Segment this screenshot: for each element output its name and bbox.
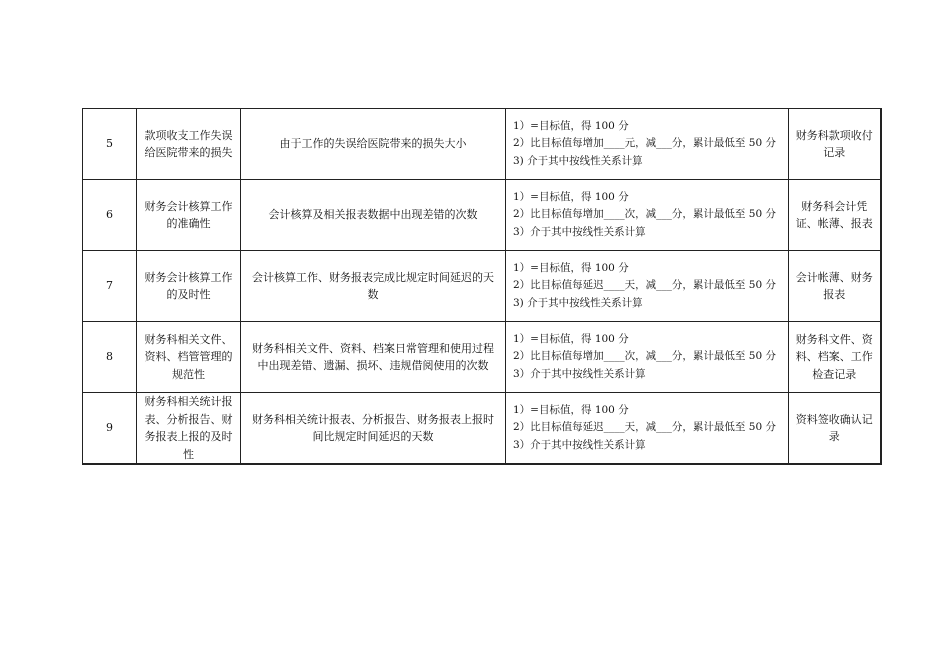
standard-line: 2）比目标值每增加____元，减___分，累计最低至 50 分 bbox=[513, 137, 776, 150]
standard-line: 3）介于其中按线性关系计算 bbox=[513, 367, 646, 380]
standard-line: 2）比目标值每增加____次，减___分，累计最低至 50 分 bbox=[513, 208, 776, 221]
standard-line: 2）比目标值每延迟____天，减___分，累计最低至 50 分 bbox=[513, 279, 776, 292]
row-number: 7 bbox=[83, 251, 137, 322]
indicator-definition: 会计核算及相关报表数据中出现差错的次数 bbox=[241, 180, 506, 251]
row-number: 9 bbox=[83, 393, 137, 465]
indicator-name: 款项收支工作失误给医院带来的损失 bbox=[137, 109, 241, 180]
scoring-standard bbox=[506, 109, 789, 180]
data-source: 会计帐薄、财务报表 bbox=[789, 251, 881, 322]
standard-line: 1）=目标值，得 100 分 bbox=[513, 119, 629, 132]
standard-line: 3) 介于其中按线性关系计算 bbox=[513, 154, 643, 167]
data-source: 财务科文件、资料、档案、工作检查记录 bbox=[789, 322, 881, 393]
indicator-definition: 财务科相关文件、资料、档案日常管理和使用过程中出现差错、遗漏、损坏、违规借阅使用的次数 bbox=[241, 322, 506, 393]
standard-line: 3）介于其中按线性关系计算 bbox=[513, 438, 646, 451]
table-row bbox=[83, 322, 881, 393]
indicator-definition: 由于工作的失误给医院带来的损失大小 bbox=[241, 109, 506, 180]
table-row bbox=[83, 180, 881, 251]
row-number: 8 bbox=[83, 322, 137, 393]
table-row bbox=[83, 251, 881, 322]
standard-line: 2）比目标值每增加____次，减___分，累计最低至 50 分 bbox=[513, 350, 776, 363]
data-source: 财务科款项收付记录 bbox=[789, 109, 881, 180]
table-row bbox=[83, 393, 881, 465]
table-row bbox=[83, 109, 881, 180]
standard-line: 1）=目标值，得 100 分 bbox=[513, 332, 629, 345]
standard-line: 1）=目标值，得 100 分 bbox=[513, 190, 629, 203]
kpi-table bbox=[82, 108, 882, 465]
indicator-definition: 会计核算工作、财务报表完成比规定时间延迟的天数 bbox=[241, 251, 506, 322]
indicator-name: 财务科相关文件、资料、档管管理的规范性 bbox=[137, 322, 241, 393]
indicator-definition: 财务科相关统计报表、分析报告、财务报表上报时间比规定时间延迟的天数 bbox=[241, 393, 506, 465]
scoring-standard bbox=[506, 393, 789, 465]
data-source: 资料签收确认记录 bbox=[789, 393, 881, 465]
row-number: 5 bbox=[83, 109, 137, 180]
row-number: 6 bbox=[83, 180, 137, 251]
indicator-name: 财务会计核算工作的准确性 bbox=[137, 180, 241, 251]
scoring-standard bbox=[506, 180, 789, 251]
scoring-standard bbox=[506, 322, 789, 393]
standard-line: 3）介于其中按线性关系计算 bbox=[513, 225, 646, 238]
standard-line: 3) 介于其中按线性关系计算 bbox=[513, 296, 643, 309]
standard-line: 2）比目标值每延迟____天，减___分，累计最低至 50 分 bbox=[513, 421, 776, 434]
standard-line: 1）=目标值，得 100 分 bbox=[513, 261, 629, 274]
indicator-name: 财务科相关统计报表、分析报告、财务报表上报的及时性 bbox=[137, 393, 241, 465]
scoring-standard bbox=[506, 251, 789, 322]
standard-line: 1）=目标值，得 100 分 bbox=[513, 403, 629, 416]
data-source: 财务科会计凭证、帐薄、报表 bbox=[789, 180, 881, 251]
indicator-name: 财务会计核算工作的及时性 bbox=[137, 251, 241, 322]
